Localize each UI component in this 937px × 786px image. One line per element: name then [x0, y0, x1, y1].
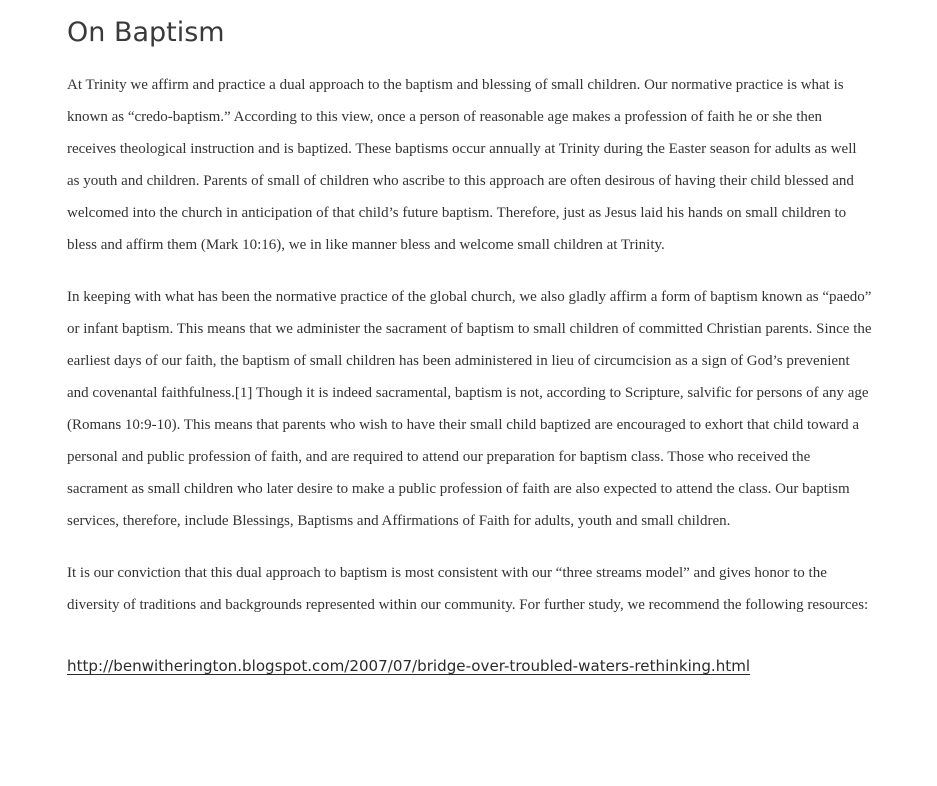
page-title: On Baptism [67, 17, 225, 48]
article [67, 0, 872, 676]
paragraph-credo-baptism: At Trinity we affirm and practice a dual approach to the baptism and blessing of small children. Our normative practice is what is known as “credo-baptism.” According to this view, once a person of reasonable age makes a profession of faith he or she then receives theological instruction and is baptized. These baptisms occur annually at Trinity during the Easter season for adults as well as youth and children. Parents of small of children who ascribe to this approach are often desirous of having their child blessed and welcomed into the church in anticipation of that child’s future baptism. Therefore, just as Jesus laid his hands on small children to bless and affirm them (Mark 10:16), we in like manner bless and welcome small children at Trinity. [67, 77, 857, 253]
resource-link[interactable]: http://benwitherington.blogspot.com/2007/07/bridge-over-troubled-waters-rethinking.html [67, 657, 751, 675]
paragraph-infant-baptism: In keeping with what has been the normative practice of the global church, we also gladly affirm a form of baptism known as “paedo” or infant baptism. This means that we administer the sacrament of baptism to small children of committed Christian parents. Since the earliest days of our faith, the baptism of small children has been administered in lieu of circumcision as a sign of God’s prevenient and covenantal faithfulness.[1] Though it is indeed sacramental, baptism is not, according to Scripture, salvific for persons of any age (Romans 10:9-10). This means that parents who wish to have their small child baptized are encouraged to exhort that child toward a personal and public profession of faith, and are required to attend our preparation for baptism class. Those who received the sacrament as small children who later desire to make a public profession of faith are also expected to attend the class. Our baptism services, therefore, include Blessings, Baptisms and Affirmations of Faith for adults, youth and small children. [67, 289, 872, 529]
paragraph-conviction: It is our conviction that this dual approach to baptism is most consistent with our “three streams model” and gives honor to the diversity of traditions and backgrounds represented within our community. For further study, we recommend the following resources: [67, 565, 869, 613]
